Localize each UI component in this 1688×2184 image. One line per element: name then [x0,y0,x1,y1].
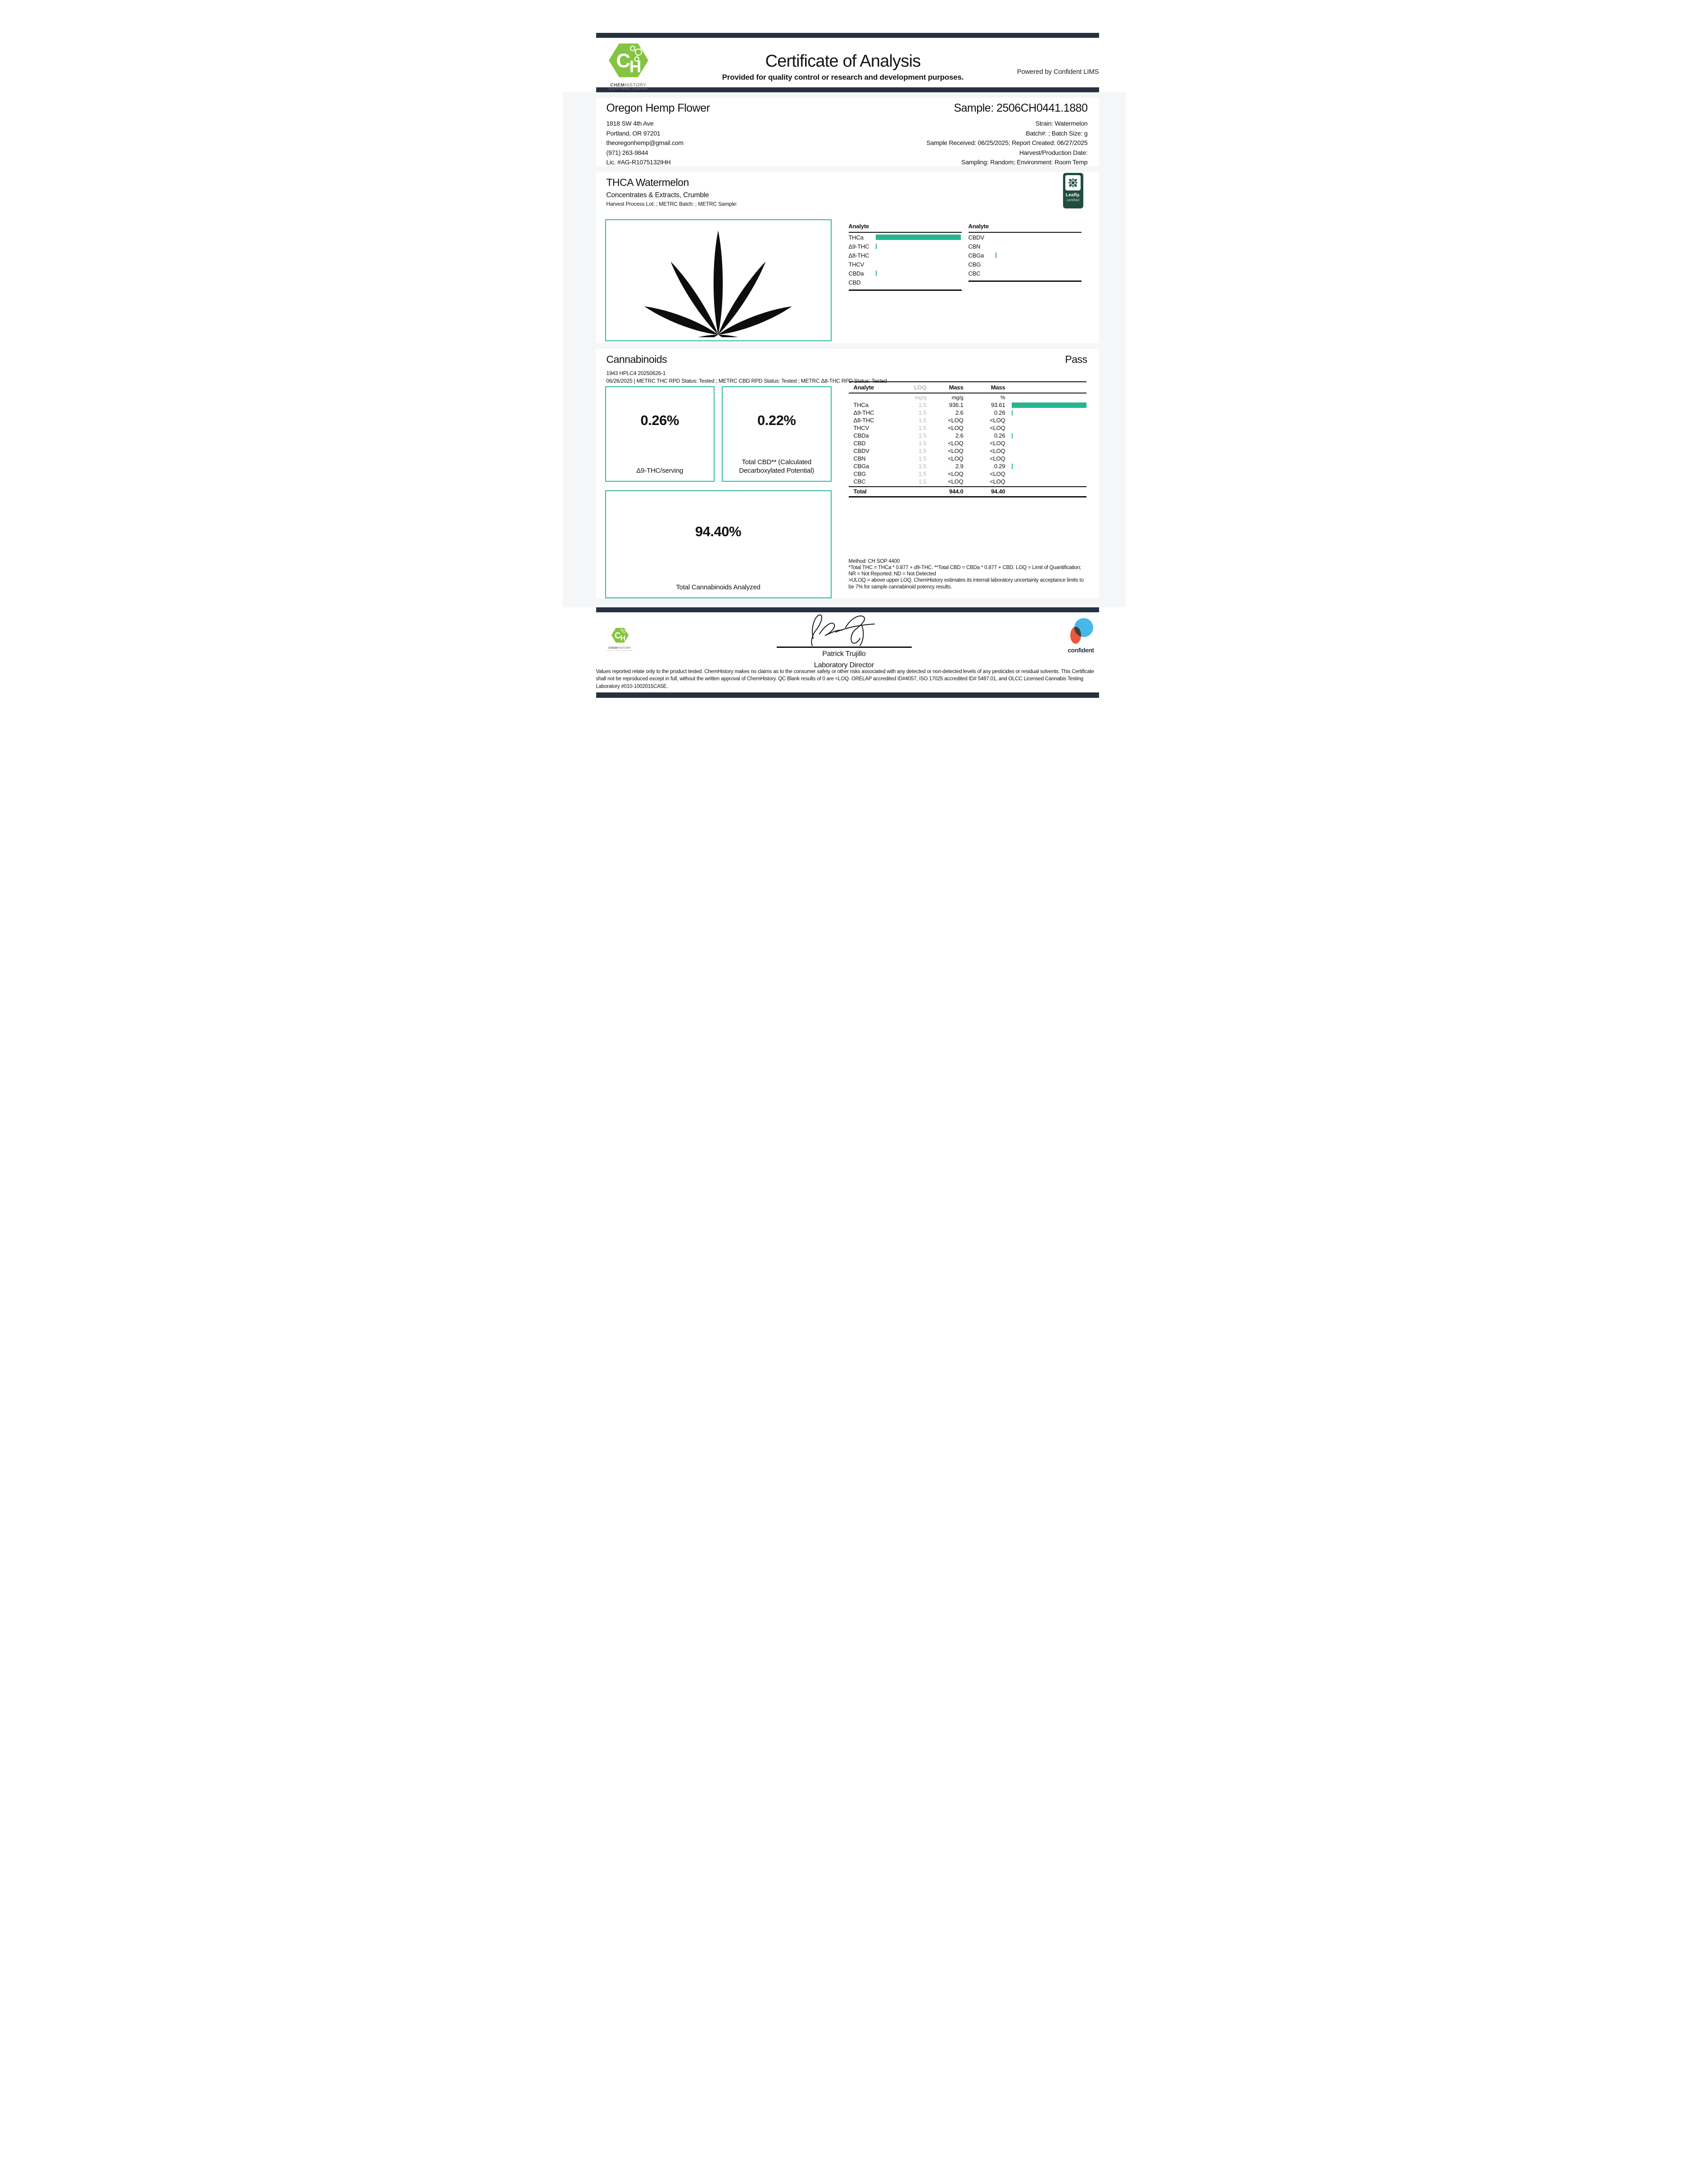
cell-mass-pct: 0.26 [994,409,1005,416]
metrc-status-line: 06/26/2025 | METRC THC RPD Status: Tested ; METRC CBD RPD Status: Tested ; METRC Δ8-THC RPD Status: Tested [606,378,887,384]
analyte-bar-area [876,280,962,285]
cell-bar-area [1005,433,1086,439]
signer-title: Laboratory Director [814,661,874,669]
table-row [849,424,1086,432]
cell-loq: 1.5 [919,455,927,462]
cell-loq: 1.5 [919,448,927,454]
cell-bar-area [1005,410,1086,416]
cell-analyte: Δ8-THC [853,417,874,424]
signature-line [777,647,912,648]
cell-loq: 1.5 [919,432,927,439]
table-units-row [849,393,1086,401]
cell-analyte: Δ9-THC [853,409,874,416]
col-mass-pct: Mass [991,384,1005,391]
analyte-bar-area [996,253,1082,258]
cell-loq: 1.5 [919,409,927,416]
cell-mass-mg: <LOQ [948,478,964,485]
cell-mass-pct: <LOQ [990,440,1005,447]
analyte-bar-area [996,271,1082,276]
summary-box-total-cannabinoids [605,490,832,598]
table-row [849,455,1086,462]
cell-analyte: CBGa [853,463,869,470]
page-title: Certificate of Analysis [765,51,921,71]
result-bar [1012,410,1013,416]
leafly-certified-label: certified [1066,198,1079,202]
chemhistory-wordmark [606,647,634,650]
analyte-bar-area [876,235,962,240]
cell-loq: 1.5 [919,470,927,477]
cell-mass-pct: 93.61 [991,402,1005,408]
leafly-flower-icon [1065,175,1081,190]
result-bar [1012,433,1013,439]
client-sample-card [596,98,1099,166]
table-total-row [849,487,1086,496]
cell-loq: 1.5 [919,440,927,447]
cell-mass-mg: 2.6 [955,432,964,439]
chemhistory-wordmark-rest: HISTORY [617,647,632,650]
svg-text:C: C [616,50,630,72]
cell-bar-area [1005,464,1086,469]
cell-analyte: THCV [853,425,869,431]
cell-loq: 1.5 [919,478,927,485]
cell-analyte: CBN [853,455,866,462]
chemhistory-wordmark-rest: HISTORY [625,82,647,88]
cell-analyte: THCa [853,402,869,408]
cell-mass-pct: <LOQ [990,417,1005,424]
total-mass-mg: 944.0 [949,488,964,495]
table-row [849,401,1086,409]
analyte-chart-row [968,251,1082,260]
cell-mass-mg: <LOQ [948,417,964,424]
cannabis-leaf-icon [642,224,795,337]
table-row [849,447,1086,455]
table-row [849,416,1086,424]
analyte-chart-row [849,251,962,260]
summary-caption: Total CBD** (Calculated Decarboxylated Potential) [739,458,815,475]
col-loq: LOQ [914,384,927,391]
svg-text:H: H [620,634,625,642]
analyte-bar-area [876,262,962,267]
summary-value: 0.22% [757,412,796,428]
analyte-bar-area [876,244,962,249]
product-card [596,172,1099,343]
cell-mass-mg: <LOQ [948,470,964,477]
analyte-bar-area [996,235,1082,240]
svg-text:C: C [614,631,621,641]
summary-box-d9thc [605,386,715,482]
total-label: Total [853,488,867,495]
sample-image-box [605,219,832,341]
cell-mass-pct: <LOQ [990,448,1005,454]
report-body [563,92,1126,607]
client-name: Oregon Hemp Flower [606,102,710,114]
cannabinoids-card [596,349,1099,598]
client-address1: 1818 SW 4th Ave [606,120,654,127]
analyte-bar-lists [849,219,1082,291]
signature-scribble [792,612,896,647]
analyte-label: CBD [848,279,861,286]
leafly-brand-label: Leafly. [1065,192,1081,198]
summary-caption: Total Cannabinoids Analyzed [676,583,760,591]
analyte-chart-row [849,278,962,287]
page-subtitle: Provided for quality control or research and development purposes. [722,72,964,81]
method-line: >ULOQ = above upper LOQ. ChemHistory estimates its internal laboratory uncertainty acceptance limits to be 7% for sample cannabinoid potency results. [848,578,1084,590]
analyte-chart-row [849,260,962,269]
total-mass-pct: 94.40 [991,488,1005,495]
summary-box-total-cbd [722,386,832,482]
cannabinoid-table [849,381,1086,497]
analyte-chart-row [849,269,962,278]
chemhistory-logo [596,36,682,90]
chemhistory-hexagon-icon [608,41,649,80]
leafly-certified-badge [1063,173,1083,208]
confident-lims-logo [1065,617,1097,654]
chemhistory-wordmark-bold: CHEM [610,82,625,88]
cell-mass-pct: <LOQ [990,478,1005,485]
analyte-column-header: Analyte [968,223,1082,233]
analyte-overview [596,219,1099,341]
table-row [849,462,1086,470]
signature-area [563,612,1126,669]
result-bar [1012,464,1013,469]
client-email: theoregonhemp@gmail.com [606,139,683,146]
sample-batch: Batch#: ; Batch Size: g [1026,129,1088,137]
sample-harvest-date: Harvest/Production Date: [1019,149,1088,156]
confident-circles-icon [1069,617,1093,645]
analyte-column-left [849,223,962,291]
run-id: 1943 HPLC4 20250626-1 [606,370,666,376]
summary-value: 0.26% [640,412,679,428]
summary-caption: Δ9-THC/serving [636,467,683,475]
analyte-chart-row [849,242,962,251]
cell-mass-mg: <LOQ [948,448,964,454]
analyte-column-endline [968,280,1082,282]
analyte-label: THCV [848,261,864,268]
product-category: Concentrates & Extracts, Crumble [606,191,709,199]
table-row [849,409,1086,416]
col-mass-mg: Mass [949,384,964,391]
product-metrc-info: Harvest Process Lot: ; METRC Batch: ; METRC Sample: [606,201,738,207]
sample-sampling: Sampling: Random; Environment: Room Temp [961,158,1088,166]
cell-mass-mg: <LOQ [948,440,964,447]
analyte-rows-left [849,233,962,287]
cell-mass-pct: 0.26 [994,432,1005,439]
client-address2: Portland, OR 97201 [606,129,661,137]
analyte-bar-area [996,262,1082,267]
analyte-label: CBC [968,270,981,277]
sample-strain: Strain: Watermelon [1035,120,1088,127]
cell-mass-mg: <LOQ [948,455,964,462]
product-header [596,172,1099,207]
analyte-label: CBG [968,261,981,268]
analyte-label: CBGa [968,252,984,259]
analyte-bar [996,253,997,258]
analyte-label: CBDV [968,234,984,241]
bottom-rule-bar [596,692,1099,698]
title-block [682,44,1005,82]
analyte-rows-right [968,233,1082,278]
chemhistory-tagline: QUALITY CONTROL LABORATORY [609,87,648,90]
table-header-row [849,382,1086,393]
footer-rule-bar [596,607,1099,612]
sample-received: Sample Received: 06/25/2025; Report Created: 06/27/2025 [926,139,1088,146]
analyte-chart-row [849,233,962,242]
table-row [849,439,1086,447]
unit-mass-mg: mg/g [951,394,964,401]
cell-mass-pct: <LOQ [990,470,1005,477]
unit-loq: mg/g [914,394,927,401]
cell-loq: 1.5 [919,417,927,424]
chemhistory-wordmark [608,83,649,88]
analyte-column-endline [849,289,962,291]
chemhistory-tagline: QUALITY CONTROL LABORATORY [607,650,633,651]
analyte-bar [876,235,961,240]
cell-analyte: CBDa [853,432,869,439]
legal-disclaimer: Values reported relate only to the product tested. ChemHistory makes no claims as to the consumer safety or other risks associated with any detected or non-detected levels of any pesticides or residual solvents. This Certificate shall not be reproduced except in full, without the written approval of ChemHistory. QC Blank results of 0 are <LOQ. ORELAP accredited ID#4057, ISO 17025 accredited ID# 5487.01, and OLCC Licensed Cannabis Testing Laboratory #010-1002015CA5E. [596,669,1094,689]
status-badge: Pass [1065,353,1087,365]
analyte-chart-row [968,269,1082,278]
cell-loq: 1.5 [919,425,927,431]
analyte-label: Δ8-THC [848,252,869,259]
summary-value: 94.40% [695,524,742,539]
analyte-bar-area [876,253,962,258]
table-row [849,478,1086,485]
analyte-bar [876,244,877,249]
cell-analyte: CBDV [853,448,869,454]
product-name: THCA Watermelon [606,176,689,188]
analyte-bar-area [996,244,1082,249]
result-bar [1012,402,1087,408]
section-title: Cannabinoids [606,353,667,365]
cell-loq: 1.5 [919,463,927,470]
cell-bar-area [1005,402,1087,408]
cell-mass-mg: <LOQ [948,425,964,431]
analyte-chart-row [968,260,1082,269]
top-margin [563,0,1126,33]
method-line: *Total THC = THCa * 0.877 + d9-THC. **Total CBD = CBDa * 0.877 + CBD. LOQ = Limit of Quantification; NR = Not Reported; ND = Not Detected [848,565,1082,577]
cell-mass-mg: 2.6 [955,409,964,416]
powered-by-label: Powered by Confident LIMS [1017,68,1099,76]
cell-mass-pct: <LOQ [990,425,1005,431]
cell-analyte: CBG [853,470,866,477]
cell-mass-mg: 936.1 [949,402,964,408]
cell-mass-pct: 0.29 [994,463,1005,470]
analyte-chart-row [968,233,1082,242]
cell-loq: 1.5 [919,402,927,408]
unit-mass-pct: % [1000,394,1005,401]
chemhistory-hexagon-icon [611,627,629,644]
analyte-label: CBDa [848,270,864,277]
analyte-label: CBN [968,243,981,250]
cell-analyte: CBC [853,478,866,485]
col-analyte: Analyte [853,384,874,391]
analyte-bar-area [876,271,962,276]
table-row [849,432,1086,439]
method-notes [849,558,1088,590]
signer-name: Patrick Trujillo [822,650,866,658]
cell-mass-mg: 2.9 [955,463,964,470]
analyte-label: THCa [848,234,864,241]
analyte-column-header: Analyte [849,223,962,233]
analyte-bar [876,271,877,276]
sample-id: Sample: 2506CH0441.1880 [954,102,1088,114]
client-license: Lic. #AG-R1075132IHH [606,158,671,166]
confident-label: confident [1068,647,1094,654]
summary-boxes [605,386,832,598]
table-row [849,470,1086,478]
table-rows [849,401,1086,485]
cell-analyte: CBD [853,440,866,447]
chemhistory-wordmark-bold: CHEM [608,647,618,650]
client-info [606,102,710,166]
analyte-column-right [968,223,1082,291]
sample-info [927,102,1088,166]
chemhistory-footer-logo [606,627,634,651]
client-phone: (971) 263-9844 [606,149,648,156]
analyte-chart-row [968,242,1082,251]
report-header [596,38,1099,90]
cell-mass-pct: <LOQ [990,455,1005,462]
svg-text:H: H [629,57,641,76]
analyte-label: Δ9-THC [848,243,869,250]
method-line: Method: CH SOP 4400 [848,558,900,564]
